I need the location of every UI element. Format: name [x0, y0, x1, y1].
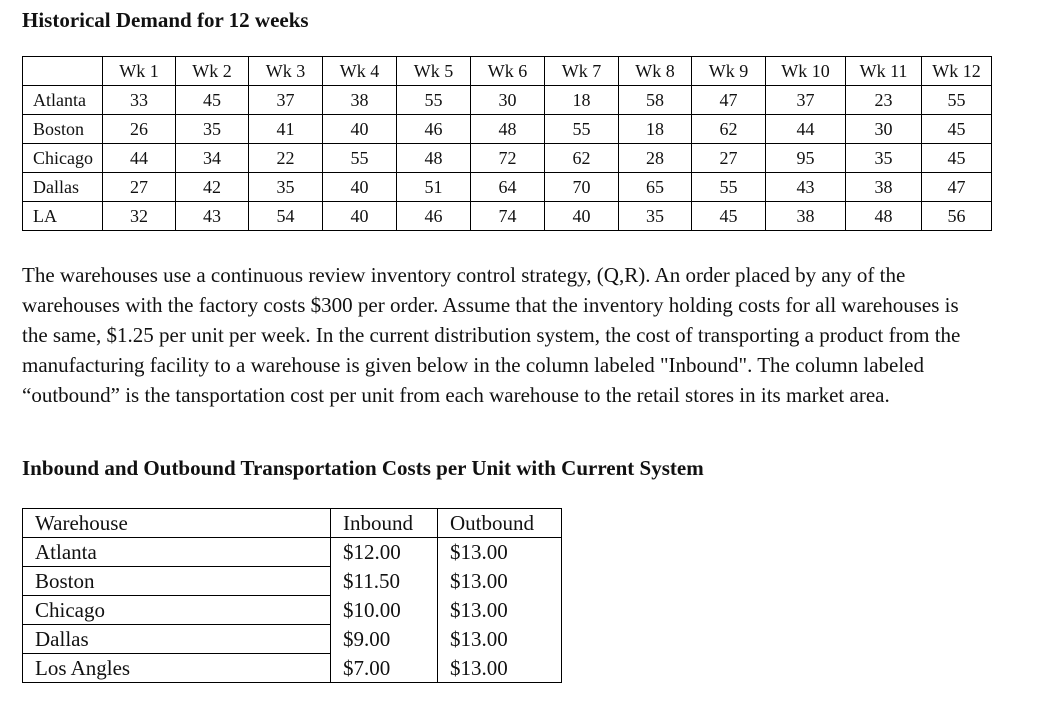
demand-value: 27	[103, 173, 176, 202]
demand-value: 45	[692, 202, 766, 231]
week-header: Wk 10	[766, 57, 846, 86]
city-label: Dallas	[23, 173, 103, 202]
demand-value: 46	[397, 202, 471, 231]
outbound-cell: $13.00	[438, 596, 562, 625]
demand-value: 56	[922, 202, 992, 231]
demand-value: 22	[249, 144, 323, 173]
demand-row	[23, 202, 992, 231]
week-header: Wk 6	[471, 57, 545, 86]
demand-value: 32	[103, 202, 176, 231]
demand-heading: Historical Demand for 12 weeks	[22, 8, 309, 32]
cost-row	[23, 654, 562, 683]
demand-value: 37	[766, 86, 846, 115]
demand-value: 26	[103, 115, 176, 144]
costs-header-row	[23, 509, 562, 538]
demand-value: 35	[846, 144, 922, 173]
warehouse-cell: Los Angles	[23, 654, 331, 683]
demand-value: 28	[619, 144, 692, 173]
city-label: LA	[23, 202, 103, 231]
city-label: Atlanta	[23, 86, 103, 115]
week-header: Wk 5	[397, 57, 471, 86]
city-label: Boston	[23, 115, 103, 144]
demand-row	[23, 86, 992, 115]
demand-value: 62	[692, 115, 766, 144]
outbound-header: Outbound	[438, 509, 562, 538]
demand-value: 55	[692, 173, 766, 202]
demand-value: 23	[846, 86, 922, 115]
demand-value: 48	[397, 144, 471, 173]
demand-value: 40	[323, 202, 397, 231]
demand-value: 51	[397, 173, 471, 202]
demand-value: 47	[922, 173, 992, 202]
demand-value: 34	[176, 144, 249, 173]
inbound-header: Inbound	[331, 509, 438, 538]
demand-value: 30	[471, 86, 545, 115]
week-header: Wk 12	[922, 57, 992, 86]
demand-value: 64	[471, 173, 545, 202]
demand-value: 45	[922, 144, 992, 173]
demand-value: 55	[545, 115, 619, 144]
demand-value: 70	[545, 173, 619, 202]
outbound-cell: $13.00	[438, 654, 562, 683]
week-header: Wk 9	[692, 57, 766, 86]
outbound-cell: $13.00	[438, 625, 562, 654]
demand-value: 55	[922, 86, 992, 115]
cost-row	[23, 625, 562, 654]
demand-value: 43	[176, 202, 249, 231]
corner-cell	[23, 57, 103, 86]
cost-row	[23, 596, 562, 625]
week-header: Wk 7	[545, 57, 619, 86]
demand-value: 58	[619, 86, 692, 115]
inbound-cell: $9.00	[331, 625, 438, 654]
outbound-cell: $13.00	[438, 567, 562, 596]
demand-value: 45	[176, 86, 249, 115]
demand-value: 42	[176, 173, 249, 202]
demand-value: 35	[249, 173, 323, 202]
demand-row	[23, 144, 992, 173]
week-header: Wk 8	[619, 57, 692, 86]
warehouse-cell: Atlanta	[23, 538, 331, 567]
demand-value: 54	[249, 202, 323, 231]
demand-value: 40	[323, 173, 397, 202]
inbound-cell: $12.00	[331, 538, 438, 567]
warehouse-cell: Boston	[23, 567, 331, 596]
demand-value: 44	[103, 144, 176, 173]
demand-value: 48	[846, 202, 922, 231]
demand-value: 46	[397, 115, 471, 144]
week-header: Wk 2	[176, 57, 249, 86]
inbound-cell: $11.50	[331, 567, 438, 596]
demand-value: 55	[397, 86, 471, 115]
description-paragraph: The warehouses use a continuous review inventory control strategy, (Q,R). An order placed by any of the warehouses with the factory costs $300 per order. Assume that the inventory holding costs for all warehouses is the same, $1.25 per unit per week. In the current distribution system, the cost of transporting a product from the manufacturing facility to a warehouse is given below in the column labeled "Inbound". The column labeled “outbound” is the tansportation cost per unit from each warehouse to the retail stores in its market area.	[22, 263, 961, 407]
historical-demand-table	[22, 56, 992, 231]
week-header: Wk 4	[323, 57, 397, 86]
demand-value: 44	[766, 115, 846, 144]
cost-row	[23, 567, 562, 596]
inbound-cell: $10.00	[331, 596, 438, 625]
cost-row	[23, 538, 562, 567]
demand-value: 37	[249, 86, 323, 115]
week-header: Wk 3	[249, 57, 323, 86]
warehouse-cell: Chicago	[23, 596, 331, 625]
demand-value: 41	[249, 115, 323, 144]
inbound-cell: $7.00	[331, 654, 438, 683]
demand-value: 35	[176, 115, 249, 144]
demand-value: 55	[323, 144, 397, 173]
transport-costs-heading: Inbound and Outbound Transportation Costs per Unit with Current System	[22, 456, 704, 480]
demand-value: 38	[846, 173, 922, 202]
outbound-cell: $13.00	[438, 538, 562, 567]
demand-value: 45	[922, 115, 992, 144]
demand-value: 30	[846, 115, 922, 144]
demand-value: 74	[471, 202, 545, 231]
week-header: Wk 1	[103, 57, 176, 86]
demand-value: 38	[323, 86, 397, 115]
demand-value: 48	[471, 115, 545, 144]
transport-costs-table	[22, 508, 562, 683]
demand-value: 18	[619, 115, 692, 144]
demand-value: 43	[766, 173, 846, 202]
demand-value: 65	[619, 173, 692, 202]
demand-value: 27	[692, 144, 766, 173]
warehouse-cell: Dallas	[23, 625, 331, 654]
demand-value: 95	[766, 144, 846, 173]
demand-value: 62	[545, 144, 619, 173]
demand-header-row	[23, 57, 992, 86]
demand-row	[23, 115, 992, 144]
demand-value: 40	[323, 115, 397, 144]
city-label: Chicago	[23, 144, 103, 173]
demand-value: 33	[103, 86, 176, 115]
demand-value: 35	[619, 202, 692, 231]
demand-value: 18	[545, 86, 619, 115]
demand-value: 38	[766, 202, 846, 231]
week-header: Wk 11	[846, 57, 922, 86]
demand-row	[23, 173, 992, 202]
warehouse-header: Warehouse	[23, 509, 331, 538]
demand-value: 47	[692, 86, 766, 115]
demand-value: 40	[545, 202, 619, 231]
demand-value: 72	[471, 144, 545, 173]
